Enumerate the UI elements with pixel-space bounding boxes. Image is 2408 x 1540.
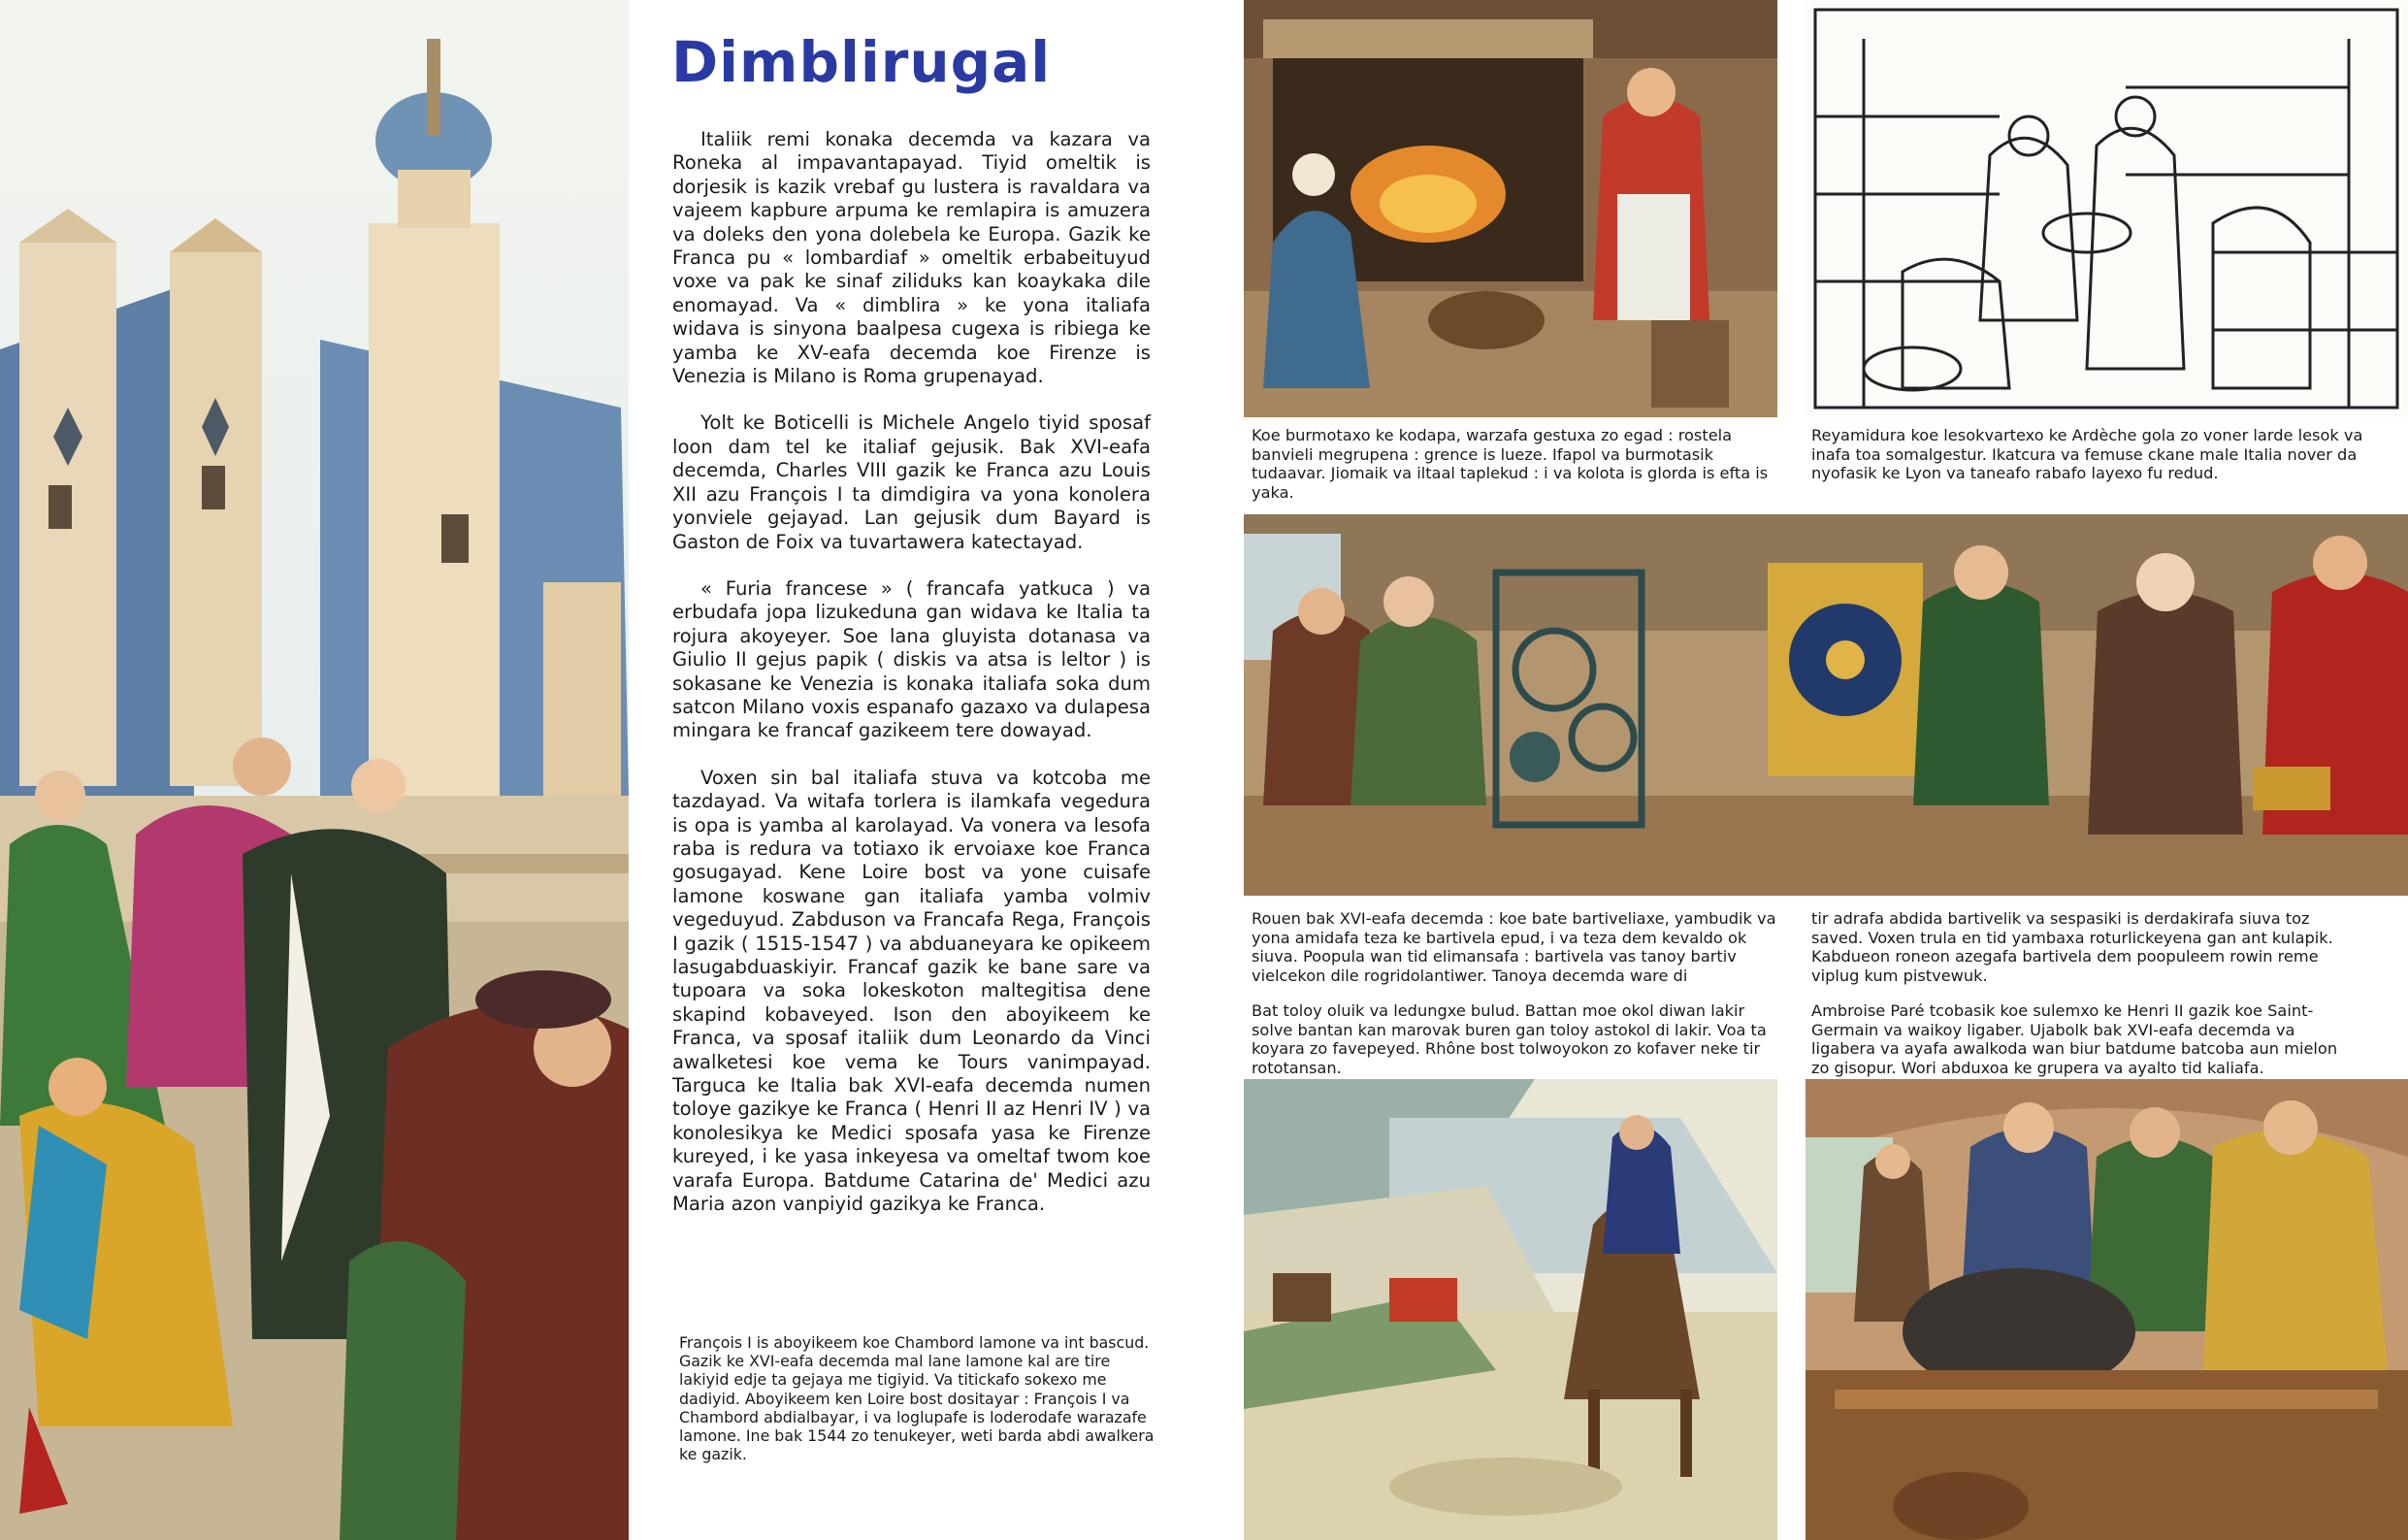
caption-ambroise: Ambroise Paré tcobasik koe sulemxo ke Henri II gazik koe Saint-Germain va waikoy ligaber. Ujabolk bak XVI-eafa decemda va ligabera va ayafa awalkoda wan biur batdume batcoba aun mielon zo gisopur. Wori abduxoa ke grupera va ayalto tid kaliafa.	[1811, 1001, 2338, 1077]
caption-chambord: François I is aboyikeem koe Chambord lamone va int bascud. Gazik ke XVI-eafa decemda mal lane lamone kal are tire lakiyid edje ta gejaya me tigiyid. Va titickafo sokexo me dadiyid. Aboyikeem ken Loire bost dositayar : François I va Chambord abdialbayar, i va loglupafe is loderodafe warazafe lamone. Ine bak 1544 zo tenukeyer, weti barda abdi awalkera ke gazik.	[679, 1333, 1155, 1464]
chambord-court-illustration	[0, 0, 629, 1540]
anatomy-lesson-illustration	[1806, 1079, 2408, 1540]
caption-silk: Reyamidura koe lesokvartexo ke Ardèche gola zo voner larde lesok va inafa toa somalgestur. Ikatcura va femuse ckane male Italia nover da nyofasik ke Lyon va taneafo rabafo layexo fu redud.	[1811, 426, 2363, 483]
body-paragraph: Italiik remi konaka decemda va kazara va Roneka al impavantapayad. Tiyid omeltik is dorjesik is kazik vrebaf gu lustera is ravaldara va vajeem kapbure arpuma ke remlapira is amuzera va doleks den yona dolebela ke Europa. Gazik ke Franca pu « lombardiaf » omeltik erbabeituyud voxe va pak ke sinaf ziliduks kan koaykaka dile enomayad. Va « dimblira » ke yona italiafa widava is sinyona baalpesa cugexa is ribiega ke yamba ke XV-eafa decemda koe Firenze is Venezia is Milano is Roma grupenayad.	[672, 128, 1151, 388]
silkworm-farm-drawing	[1806, 0, 2408, 417]
caption-clocks: Rouen bak XVI-eafa decemda : koe bate bartiveliaxe, yambudik va yona amidafa teza ke bartivela epud, i va teza dem kevaldo ok siuva. Poopula wan tid elimansafa : bartivela vas tanoy bartiv vielcekon dile rogridolantiwer. Tanoya decemda ware di	[1252, 909, 1776, 985]
body-text-column	[672, 128, 1151, 1239]
kitchen-illustration	[1244, 0, 1777, 417]
caption-clocks-continued: tir adrafa abdida bartivelik va sespasiki is derdakirafa siuva toz saved. Voxen trula en tid yambaxa roturlickeyena gan ant kulapik. Kabdueon roneon azegafa bartivela dem poopuleem rowin reme viplug kum pistvewuk.	[1811, 909, 2333, 985]
caption-kitchen: Koe burmotaxo ke kodapa, warzafa gestuxa zo egad : rostela banvieli megrupena : grence is lueze. Ifapol va burmotasik tudaavar. Jiomaik va iltaal taplekud : i va kolota is glorda is efta is yaka.	[1252, 426, 1769, 502]
body-paragraph: « Furia francese » ( francafa yatkuca ) va erbudafa jopa lizukeduna gan widava ke Italia ta rojura akoyeyer. Soe lana gluyista dotanasa va Giulio II gejus papik ( diskis va atsa is leltor ) is sokasane ke Venezia is konaka italiafa soka dum satcon Milano voxis espanafo gazaxo va dulapesa mingara ke francaf gazikeem tere dowayad.	[672, 576, 1151, 742]
mountain-travel-illustration	[1244, 1079, 1777, 1540]
page-title: Dimblirugal	[671, 29, 1052, 95]
body-paragraph: Voxen sin bal italiafa stuva va kotcoba me tazdayad. Va witafa torlera is ilamkafa vegedura is opa is yamba al karolayad. Va vonera va lesofa raba is redura va totiaxo ik ervoiaxe koe Franca gosugayad. Kene Loire bost va yone cuisafe lamone koswane gan italiafa yamba volmiv vegeduyud. Zabduson va Francafa Rega, François I gazik ( 1515-1547 ) va abduaneyara ke opikeem lasugabduaskiyir. Francaf gazik ke bane sare va tupoara va soka lokeskoton maltegitisa dene skapind kobaveyed. Ison den aboyikeem ke Franca, va sposaf italiik dum Leonardo da Vinci awalketesi koe vema ke Tours vanimpayad. Targuca ke Italia bak XVI-eafa decemda numen toloye gazikye ke Franca ( Henri II az Henri IV ) va konolesikya ke Medici sposafa yasa ke Firenze kureyed, i ke yasa inkeyesa va omeltaf twom koe varafa Europa. Batdume Catarina de' Medici azu Maria azon vanpiyid gazikya ke Franca.	[672, 766, 1151, 1216]
clockmaker-workshop-illustration	[1244, 514, 2408, 896]
caption-lyon: Bat toloy oluik va ledungxe bulud. Battan moe okol diwan lakir solve bantan kan marovak buren gan toloy astokol di lakir. Voa ta koyara zo favepeyed. Rhône bost tolwoyokon zo kofaver neke tir rototansan.	[1252, 1001, 1767, 1077]
body-paragraph: Yolt ke Boticelli is Michele Angelo tiyid sposaf loon dam tel ke italiaf gejusik. Bak XVI-eafa decemda, Charles VIII gazik ke Franca azu Louis XII azu François I ta dimdigira va yona konolera yonviele gejayad. Lan gejusik dum Bayard is Gaston de Foix va tuvartawera katectayad.	[672, 411, 1151, 553]
